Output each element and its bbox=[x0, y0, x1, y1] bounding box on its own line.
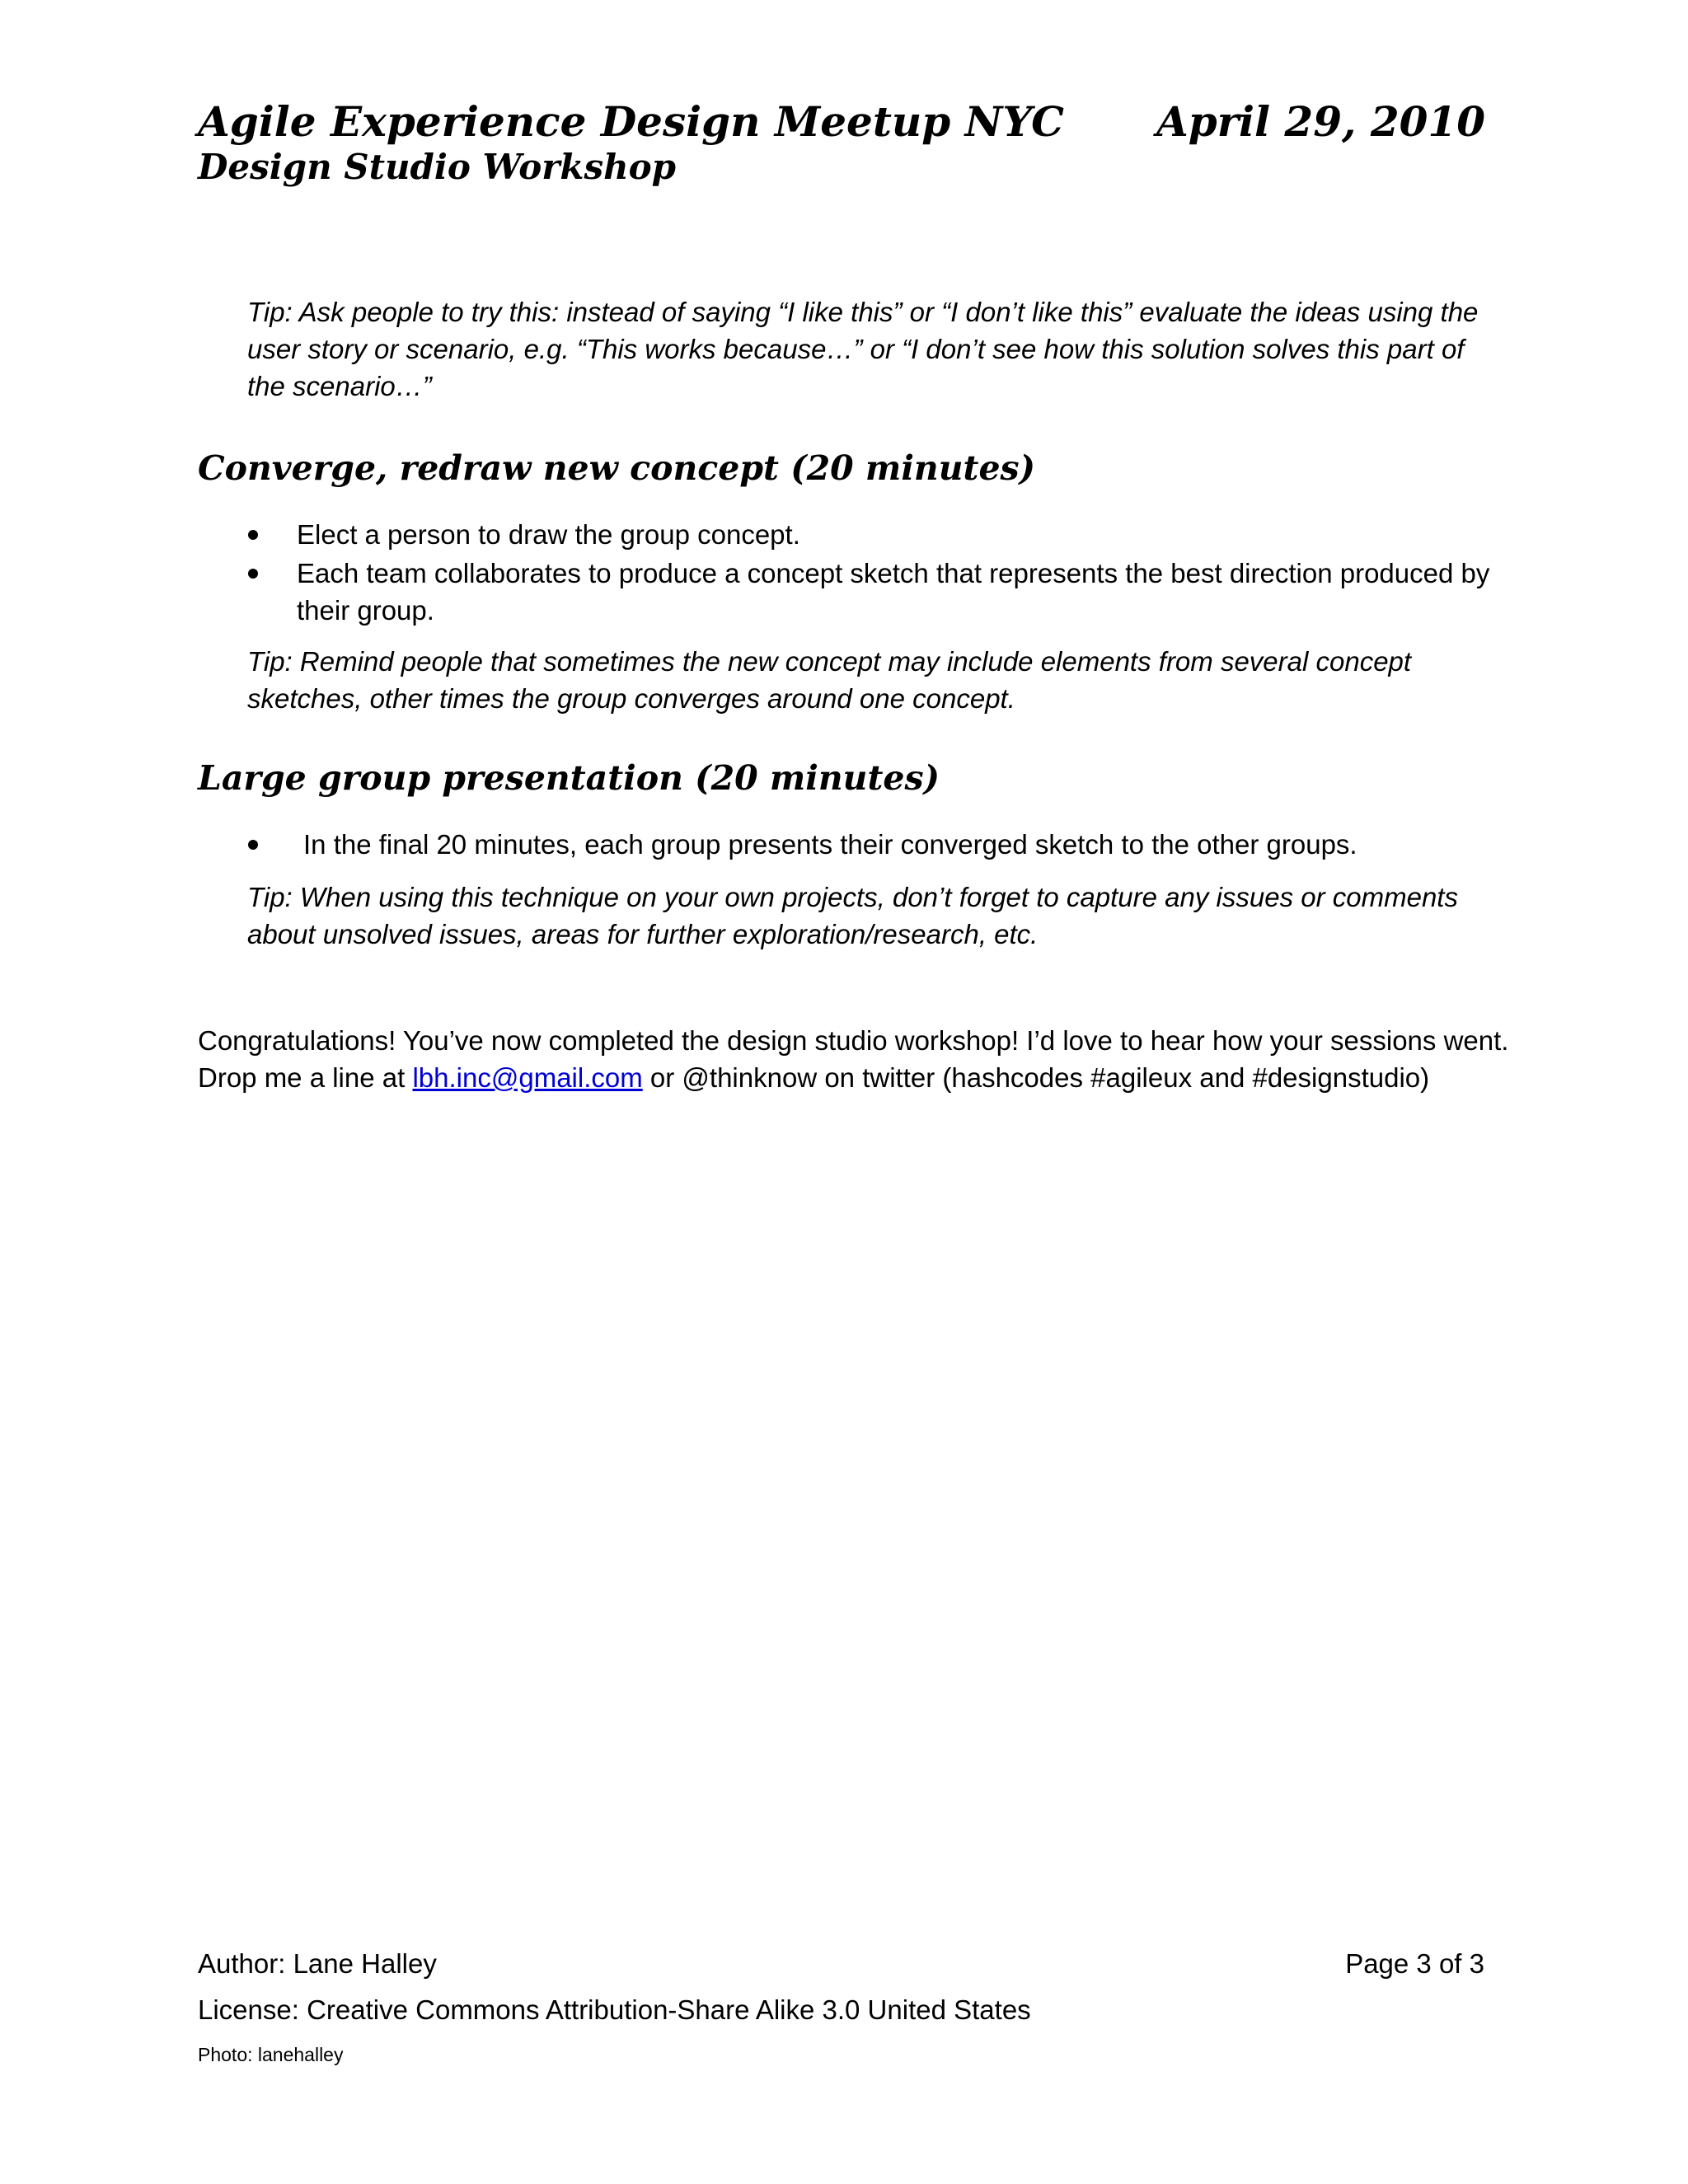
bullet-icon bbox=[248, 569, 258, 579]
bullet-text: Elect a person to draw the group concept. bbox=[297, 519, 800, 550]
closing-paragraph bbox=[198, 1022, 1517, 1096]
bullet-list-converge bbox=[198, 516, 1492, 630]
tip-intro: Tip: Ask people to try this: instead of saying “I like this” or “I don’t like this” evaluate the ideas using the user story or scenario, e.g. “This works because…” or “I don’t see how this solution solves this part of the scenario…” bbox=[247, 297, 1479, 401]
bullet-text: Each team collaborates to produce a concept sketch that represents the best direction produced by their group. bbox=[297, 558, 1490, 626]
closing-text-start: Congratulations! You’ve now completed the design studio workshop! I’d love to hear how your sessions went. Drop me a line at bbox=[198, 1025, 1509, 1093]
closing-text-end: or @thinknow on twitter (hashcodes #agileux and #designstudio) bbox=[642, 1062, 1430, 1093]
bullet-list-presentation bbox=[198, 826, 1492, 865]
footer-license: License: Creative Commons Attribution-Share Alike 3.0 United States bbox=[198, 1994, 1031, 2025]
list-item bbox=[198, 516, 1492, 553]
tip-converge: Tip: Remind people that sometimes the new concept may include elements from several concept sketches, other times the group converges around one concept. bbox=[247, 646, 1412, 714]
list-item bbox=[198, 826, 1492, 863]
document-subtitle: Design Studio Workshop bbox=[198, 147, 677, 187]
document-title: Agile Experience Design Meetup NYC bbox=[198, 97, 1064, 146]
footer-author: Author: Lane Halley bbox=[198, 1948, 437, 1979]
bullet-icon bbox=[248, 840, 258, 850]
tip-presentation: Tip: When using this technique on your own projects, don’t forget to capture any issues or comments about unsolved issues, areas for further exploration/research, etc. bbox=[247, 882, 1458, 949]
bullet-text: In the final 20 minutes, each group presents their converged sketch to the other groups. bbox=[303, 829, 1357, 860]
section-heading-converge: Converge, redraw new concept (20 minutes) bbox=[198, 448, 1036, 488]
section-heading-presentation: Large group presentation (20 minutes) bbox=[198, 758, 940, 798]
document-date: April 29, 2010 bbox=[1156, 97, 1485, 146]
footer-page-number: Page 3 of 3 bbox=[1345, 1948, 1484, 1979]
footer-photo-credit: Photo: lanehalley bbox=[198, 2044, 344, 2065]
bullet-icon bbox=[248, 530, 258, 540]
email-link[interactable]: lbh.inc@gmail.com bbox=[412, 1062, 643, 1093]
list-item bbox=[198, 555, 1492, 629]
